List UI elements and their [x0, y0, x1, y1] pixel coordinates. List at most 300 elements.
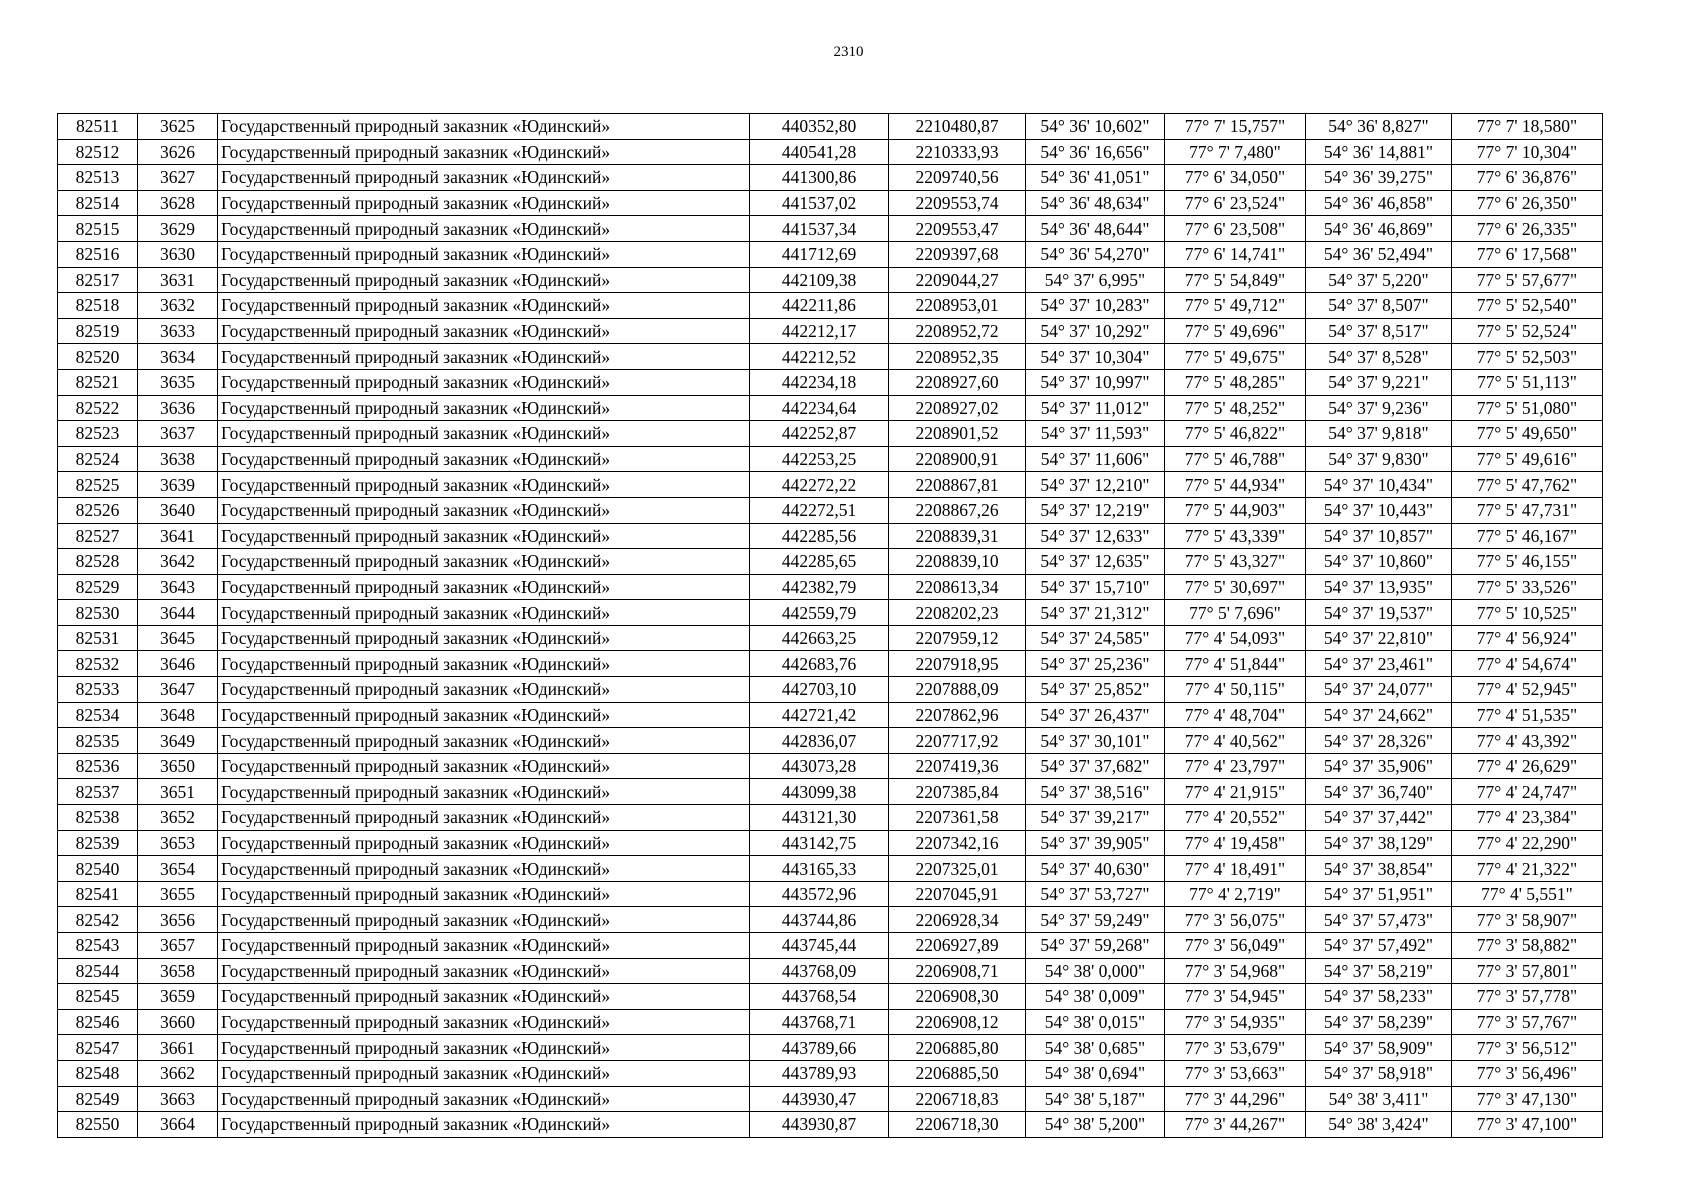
table-row [58, 1112, 1603, 1138]
cell-record-number: 82527 [58, 523, 138, 549]
table-row [58, 523, 1603, 549]
cell-coord-x: 442382,79 [750, 574, 889, 600]
cell-record-number: 82540 [58, 856, 138, 882]
table-row [58, 549, 1603, 575]
cell-latitude-1: 54° 36' 16,656" [1026, 139, 1165, 165]
cell-latitude-1: 54° 37' 12,633" [1026, 523, 1165, 549]
cell-point-number: 3648 [138, 702, 218, 728]
cell-coord-x: 442272,22 [750, 472, 889, 498]
cell-latitude-2: 54° 37' 58,918" [1306, 1060, 1452, 1086]
cell-point-number: 3651 [138, 779, 218, 805]
table-row [58, 216, 1603, 242]
cell-longitude-1: 77° 3' 53,663" [1165, 1060, 1306, 1086]
cell-reserve-name: Государственный природный заказник «Юдинский» [218, 958, 750, 984]
cell-point-number: 3631 [138, 267, 218, 293]
cell-reserve-name: Государственный природный заказник «Юдинский» [218, 856, 750, 882]
cell-coord-x: 443789,93 [750, 1060, 889, 1086]
cell-latitude-2: 54° 37' 57,492" [1306, 933, 1452, 959]
cell-latitude-2: 54° 37' 10,443" [1306, 497, 1452, 523]
table-row [58, 369, 1603, 395]
cell-longitude-2: 77° 3' 47,100" [1452, 1112, 1603, 1138]
cell-longitude-1: 77° 6' 23,524" [1165, 190, 1306, 216]
cell-record-number: 82519 [58, 318, 138, 344]
cell-point-number: 3649 [138, 728, 218, 754]
cell-longitude-2: 77° 3' 58,907" [1452, 907, 1603, 933]
cell-record-number: 82520 [58, 344, 138, 370]
cell-record-number: 82518 [58, 293, 138, 319]
cell-latitude-1: 54° 37' 12,219" [1026, 497, 1165, 523]
table-row [58, 1060, 1603, 1086]
cell-coord-x: 442212,17 [750, 318, 889, 344]
cell-longitude-2: 77° 7' 18,580" [1452, 114, 1603, 140]
page-number: 2310 [833, 44, 864, 60]
cell-reserve-name: Государственный природный заказник «Юдинский» [218, 190, 750, 216]
cell-latitude-2: 54° 37' 10,434" [1306, 472, 1452, 498]
cell-latitude-1: 54° 37' 10,292" [1026, 318, 1165, 344]
cell-record-number: 82537 [58, 779, 138, 805]
cell-longitude-2: 77° 5' 33,526" [1452, 574, 1603, 600]
table-row [58, 753, 1603, 779]
cell-coord-y: 2207717,92 [889, 728, 1026, 754]
cell-point-number: 3646 [138, 651, 218, 677]
cell-reserve-name: Государственный природный заказник «Юдинский» [218, 114, 750, 140]
cell-reserve-name: Государственный природный заказник «Юдинский» [218, 933, 750, 959]
cell-latitude-1: 54° 37' 12,635" [1026, 549, 1165, 575]
cell-coord-y: 2207918,95 [889, 651, 1026, 677]
cell-latitude-1: 54° 37' 25,852" [1026, 677, 1165, 703]
cell-record-number: 82511 [58, 114, 138, 140]
cell-record-number: 82521 [58, 369, 138, 395]
cell-point-number: 3641 [138, 523, 218, 549]
cell-latitude-1: 54° 37' 39,217" [1026, 805, 1165, 831]
cell-longitude-1: 77° 4' 23,797" [1165, 753, 1306, 779]
cell-coord-y: 2206927,89 [889, 933, 1026, 959]
cell-coord-x: 441537,34 [750, 216, 889, 242]
cell-reserve-name: Государственный природный заказник «Юдинский» [218, 753, 750, 779]
cell-longitude-1: 77° 3' 44,267" [1165, 1112, 1306, 1138]
cell-coord-y: 2207325,01 [889, 856, 1026, 882]
cell-record-number: 82512 [58, 139, 138, 165]
cell-point-number: 3650 [138, 753, 218, 779]
cell-longitude-2: 77° 5' 57,677" [1452, 267, 1603, 293]
cell-record-number: 82517 [58, 267, 138, 293]
cell-latitude-2: 54° 37' 8,528" [1306, 344, 1452, 370]
cell-longitude-2: 77° 5' 49,616" [1452, 446, 1603, 472]
cell-coord-x: 442285,56 [750, 523, 889, 549]
cell-latitude-1: 54° 38' 0,009" [1026, 984, 1165, 1010]
cell-reserve-name: Государственный природный заказник «Юдинский» [218, 395, 750, 421]
cell-longitude-1: 77° 7' 7,480" [1165, 139, 1306, 165]
cell-reserve-name: Государственный природный заказник «Юдинский» [218, 369, 750, 395]
cell-coord-y: 2207385,84 [889, 779, 1026, 805]
table-row [58, 165, 1603, 191]
cell-point-number: 3642 [138, 549, 218, 575]
cell-coord-x: 443142,75 [750, 830, 889, 856]
cell-latitude-2: 54° 37' 10,860" [1306, 549, 1452, 575]
cell-coord-y: 2208927,60 [889, 369, 1026, 395]
table-row [58, 984, 1603, 1010]
table-row [58, 241, 1603, 267]
cell-point-number: 3643 [138, 574, 218, 600]
cell-longitude-1: 77° 4' 40,562" [1165, 728, 1306, 754]
cell-longitude-1: 77° 5' 7,696" [1165, 600, 1306, 626]
cell-latitude-2: 54° 38' 3,424" [1306, 1112, 1452, 1138]
cell-latitude-2: 54° 37' 51,951" [1306, 881, 1452, 907]
cell-latitude-2: 54° 36' 39,275" [1306, 165, 1452, 191]
cell-coord-y: 2206718,83 [889, 1086, 1026, 1112]
table-row [58, 318, 1603, 344]
cell-record-number: 82535 [58, 728, 138, 754]
cell-latitude-1: 54° 37' 10,283" [1026, 293, 1165, 319]
cell-latitude-2: 54° 36' 46,858" [1306, 190, 1452, 216]
cell-record-number: 82529 [58, 574, 138, 600]
cell-latitude-1: 54° 37' 53,727" [1026, 881, 1165, 907]
table-body [58, 114, 1603, 1138]
cell-reserve-name: Государственный природный заказник «Юдинский» [218, 318, 750, 344]
cell-latitude-1: 54° 37' 59,249" [1026, 907, 1165, 933]
table-row [58, 805, 1603, 831]
cell-record-number: 82549 [58, 1086, 138, 1112]
cell-reserve-name: Государственный природный заказник «Юдинский» [218, 446, 750, 472]
cell-reserve-name: Государственный природный заказник «Юдинский» [218, 677, 750, 703]
cell-coord-x: 440541,28 [750, 139, 889, 165]
cell-coord-x: 442253,25 [750, 446, 889, 472]
cell-reserve-name: Государственный природный заказник «Юдинский» [218, 216, 750, 242]
table-row [58, 728, 1603, 754]
cell-point-number: 3657 [138, 933, 218, 959]
cell-longitude-2: 77° 5' 51,113" [1452, 369, 1603, 395]
cell-point-number: 3656 [138, 907, 218, 933]
cell-longitude-2: 77° 4' 43,392" [1452, 728, 1603, 754]
cell-latitude-2: 54° 36' 52,494" [1306, 241, 1452, 267]
cell-reserve-name: Государственный природный заказник «Юдинский» [218, 779, 750, 805]
cell-longitude-1: 77° 3' 44,296" [1165, 1086, 1306, 1112]
cell-record-number: 82542 [58, 907, 138, 933]
cell-longitude-2: 77° 3' 58,882" [1452, 933, 1603, 959]
cell-coord-y: 2207361,58 [889, 805, 1026, 831]
cell-longitude-1: 77° 3' 54,945" [1165, 984, 1306, 1010]
cell-coord-y: 2206908,12 [889, 1009, 1026, 1035]
table-row [58, 600, 1603, 626]
cell-latitude-2: 54° 37' 58,233" [1306, 984, 1452, 1010]
cell-reserve-name: Государственный природный заказник «Юдинский» [218, 421, 750, 447]
cell-record-number: 82534 [58, 702, 138, 728]
cell-latitude-1: 54° 37' 25,236" [1026, 651, 1165, 677]
cell-coord-x: 442211,86 [750, 293, 889, 319]
cell-longitude-1: 77° 6' 14,741" [1165, 241, 1306, 267]
cell-coord-y: 2208202,23 [889, 600, 1026, 626]
cell-longitude-2: 77° 3' 57,767" [1452, 1009, 1603, 1035]
cell-longitude-1: 77° 5' 54,849" [1165, 267, 1306, 293]
cell-record-number: 82544 [58, 958, 138, 984]
cell-coord-x: 443745,44 [750, 933, 889, 959]
cell-reserve-name: Государственный природный заказник «Юдинский» [218, 497, 750, 523]
cell-coord-y: 2208927,02 [889, 395, 1026, 421]
cell-coord-x: 442252,87 [750, 421, 889, 447]
cell-latitude-1: 54° 37' 24,585" [1026, 625, 1165, 651]
cell-reserve-name: Государственный природный заказник «Юдинский» [218, 702, 750, 728]
cell-latitude-2: 54° 37' 9,236" [1306, 395, 1452, 421]
cell-coord-x: 442559,79 [750, 600, 889, 626]
cell-latitude-2: 54° 37' 24,662" [1306, 702, 1452, 728]
cell-longitude-2: 77° 4' 21,322" [1452, 856, 1603, 882]
cell-coord-x: 442234,64 [750, 395, 889, 421]
cell-longitude-2: 77° 4' 26,629" [1452, 753, 1603, 779]
cell-longitude-1: 77° 5' 43,339" [1165, 523, 1306, 549]
cell-longitude-2: 77° 4' 51,535" [1452, 702, 1603, 728]
cell-longitude-2: 77° 7' 10,304" [1452, 139, 1603, 165]
cell-longitude-1: 77° 4' 54,093" [1165, 625, 1306, 651]
cell-longitude-1: 77° 5' 49,696" [1165, 318, 1306, 344]
cell-coord-x: 443930,87 [750, 1112, 889, 1138]
cell-record-number: 82516 [58, 241, 138, 267]
table-row [58, 267, 1603, 293]
cell-point-number: 3640 [138, 497, 218, 523]
cell-latitude-2: 54° 37' 10,857" [1306, 523, 1452, 549]
cell-coord-x: 442212,52 [750, 344, 889, 370]
cell-point-number: 3625 [138, 114, 218, 140]
cell-record-number: 82514 [58, 190, 138, 216]
cell-longitude-2: 77° 4' 5,551" [1452, 881, 1603, 907]
cell-longitude-2: 77° 5' 52,540" [1452, 293, 1603, 319]
cell-longitude-2: 77° 5' 46,167" [1452, 523, 1603, 549]
cell-coord-y: 2209553,74 [889, 190, 1026, 216]
cell-longitude-1: 77° 4' 20,552" [1165, 805, 1306, 831]
cell-latitude-1: 54° 37' 6,995" [1026, 267, 1165, 293]
cell-coord-x: 442703,10 [750, 677, 889, 703]
cell-latitude-2: 54° 37' 9,818" [1306, 421, 1452, 447]
cell-reserve-name: Государственный природный заказник «Юдинский» [218, 165, 750, 191]
cell-latitude-1: 54° 37' 30,101" [1026, 728, 1165, 754]
cell-point-number: 3630 [138, 241, 218, 267]
cell-reserve-name: Государственный природный заказник «Юдинский» [218, 241, 750, 267]
cell-reserve-name: Государственный природный заказник «Юдинский» [218, 523, 750, 549]
cell-coord-y: 2207862,96 [889, 702, 1026, 728]
cell-coord-x: 443073,28 [750, 753, 889, 779]
table-row [58, 472, 1603, 498]
cell-longitude-2: 77° 3' 56,512" [1452, 1035, 1603, 1061]
cell-latitude-1: 54° 38' 0,685" [1026, 1035, 1165, 1061]
cell-latitude-1: 54° 37' 10,997" [1026, 369, 1165, 395]
cell-record-number: 82522 [58, 395, 138, 421]
cell-record-number: 82526 [58, 497, 138, 523]
cell-latitude-2: 54° 37' 28,326" [1306, 728, 1452, 754]
cell-reserve-name: Государственный природный заказник «Юдинский» [218, 805, 750, 831]
cell-longitude-1: 77° 5' 49,675" [1165, 344, 1306, 370]
cell-longitude-2: 77° 5' 49,650" [1452, 421, 1603, 447]
cell-longitude-2: 77° 5' 46,155" [1452, 549, 1603, 575]
table-row [58, 1035, 1603, 1061]
cell-latitude-1: 54° 38' 5,200" [1026, 1112, 1165, 1138]
cell-coord-y: 2208952,35 [889, 344, 1026, 370]
cell-record-number: 82547 [58, 1035, 138, 1061]
cell-reserve-name: Государственный природный заказник «Юдинский» [218, 1009, 750, 1035]
cell-reserve-name: Государственный природный заказник «Юдинский» [218, 139, 750, 165]
cell-latitude-1: 54° 37' 26,437" [1026, 702, 1165, 728]
cell-coord-y: 2207342,16 [889, 830, 1026, 856]
table-row [58, 830, 1603, 856]
cell-record-number: 82515 [58, 216, 138, 242]
cell-point-number: 3633 [138, 318, 218, 344]
cell-latitude-2: 54° 36' 8,827" [1306, 114, 1452, 140]
cell-point-number: 3652 [138, 805, 218, 831]
table-row [58, 421, 1603, 447]
cell-point-number: 3626 [138, 139, 218, 165]
cell-coord-x: 442109,38 [750, 267, 889, 293]
cell-coord-y: 2208613,34 [889, 574, 1026, 600]
cell-latitude-1: 54° 36' 41,051" [1026, 165, 1165, 191]
cell-coord-y: 2206885,80 [889, 1035, 1026, 1061]
table-row [58, 574, 1603, 600]
table-row [58, 293, 1603, 319]
cell-longitude-2: 77° 6' 36,876" [1452, 165, 1603, 191]
cell-longitude-2: 77° 3' 56,496" [1452, 1060, 1603, 1086]
cell-latitude-1: 54° 36' 54,270" [1026, 241, 1165, 267]
cell-longitude-2: 77° 4' 22,290" [1452, 830, 1603, 856]
cell-latitude-2: 54° 37' 23,461" [1306, 651, 1452, 677]
cell-reserve-name: Государственный природный заказник «Юдинский» [218, 907, 750, 933]
cell-longitude-1: 77° 5' 46,822" [1165, 421, 1306, 447]
cell-reserve-name: Государственный природный заказник «Юдинский» [218, 600, 750, 626]
cell-coord-y: 2207959,12 [889, 625, 1026, 651]
cell-latitude-2: 54° 37' 5,220" [1306, 267, 1452, 293]
cell-longitude-1: 77° 6' 23,508" [1165, 216, 1306, 242]
cell-coord-y: 2206718,30 [889, 1112, 1026, 1138]
cell-coord-x: 441712,69 [750, 241, 889, 267]
cell-latitude-1: 54° 37' 11,606" [1026, 446, 1165, 472]
cell-longitude-2: 77° 5' 52,503" [1452, 344, 1603, 370]
cell-latitude-2: 54° 37' 37,442" [1306, 805, 1452, 831]
cell-coord-x: 443768,71 [750, 1009, 889, 1035]
cell-longitude-1: 77° 3' 54,968" [1165, 958, 1306, 984]
cell-coord-x: 443744,86 [750, 907, 889, 933]
cell-longitude-1: 77° 6' 34,050" [1165, 165, 1306, 191]
cell-reserve-name: Государственный природный заказник «Юдинский» [218, 728, 750, 754]
cell-point-number: 3638 [138, 446, 218, 472]
cell-longitude-2: 77° 4' 54,674" [1452, 651, 1603, 677]
cell-reserve-name: Государственный природный заказник «Юдинский» [218, 1060, 750, 1086]
cell-longitude-2: 77° 6' 26,350" [1452, 190, 1603, 216]
cell-reserve-name: Государственный природный заказник «Юдинский» [218, 267, 750, 293]
cell-point-number: 3659 [138, 984, 218, 1010]
cell-latitude-2: 54° 36' 46,869" [1306, 216, 1452, 242]
cell-coord-x: 443099,38 [750, 779, 889, 805]
cell-latitude-2: 54° 37' 57,473" [1306, 907, 1452, 933]
cell-longitude-2: 77° 5' 47,762" [1452, 472, 1603, 498]
cell-reserve-name: Государственный природный заказник «Юдинский» [218, 1112, 750, 1138]
cell-latitude-1: 54° 37' 39,905" [1026, 830, 1165, 856]
cell-longitude-1: 77° 4' 51,844" [1165, 651, 1306, 677]
table-row [58, 1009, 1603, 1035]
cell-point-number: 3662 [138, 1060, 218, 1086]
cell-point-number: 3645 [138, 625, 218, 651]
cell-longitude-1: 77° 5' 49,712" [1165, 293, 1306, 319]
cell-point-number: 3653 [138, 830, 218, 856]
cell-record-number: 82532 [58, 651, 138, 677]
cell-coord-y: 2207045,91 [889, 881, 1026, 907]
cell-latitude-2: 54° 37' 19,537" [1306, 600, 1452, 626]
coordinates-table [57, 113, 1603, 1138]
cell-coord-y: 2208867,26 [889, 497, 1026, 523]
table-row [58, 139, 1603, 165]
cell-longitude-1: 77° 5' 44,934" [1165, 472, 1306, 498]
cell-coord-x: 442836,07 [750, 728, 889, 754]
table-row [58, 1086, 1603, 1112]
table-row [58, 114, 1603, 140]
cell-longitude-1: 77° 7' 15,757" [1165, 114, 1306, 140]
table-row [58, 446, 1603, 472]
cell-coord-y: 2208901,52 [889, 421, 1026, 447]
cell-record-number: 82536 [58, 753, 138, 779]
cell-coord-x: 442663,25 [750, 625, 889, 651]
cell-longitude-2: 77° 3' 57,778" [1452, 984, 1603, 1010]
cell-reserve-name: Государственный природный заказник «Юдинский» [218, 549, 750, 575]
cell-latitude-2: 54° 37' 9,830" [1306, 446, 1452, 472]
cell-latitude-2: 54° 37' 58,239" [1306, 1009, 1452, 1035]
cell-latitude-1: 54° 37' 37,682" [1026, 753, 1165, 779]
cell-longitude-1: 77° 4' 48,704" [1165, 702, 1306, 728]
cell-record-number: 82539 [58, 830, 138, 856]
table-row [58, 881, 1603, 907]
table-row [58, 856, 1603, 882]
cell-coord-y: 2209740,56 [889, 165, 1026, 191]
cell-longitude-1: 77° 4' 19,458" [1165, 830, 1306, 856]
cell-point-number: 3632 [138, 293, 218, 319]
cell-coord-x: 442683,76 [750, 651, 889, 677]
cell-longitude-1: 77° 5' 43,327" [1165, 549, 1306, 575]
cell-reserve-name: Государственный природный заказник «Юдинский» [218, 344, 750, 370]
table-row [58, 344, 1603, 370]
cell-longitude-1: 77° 3' 53,679" [1165, 1035, 1306, 1061]
cell-point-number: 3636 [138, 395, 218, 421]
cell-latitude-1: 54° 38' 0,000" [1026, 958, 1165, 984]
cell-coord-y: 2207888,09 [889, 677, 1026, 703]
cell-latitude-1: 54° 37' 10,304" [1026, 344, 1165, 370]
cell-reserve-name: Государственный природный заказник «Юдинский» [218, 881, 750, 907]
cell-point-number: 3647 [138, 677, 218, 703]
cell-coord-y: 2206908,71 [889, 958, 1026, 984]
cell-reserve-name: Государственный природный заказник «Юдинский» [218, 984, 750, 1010]
cell-coord-x: 443789,66 [750, 1035, 889, 1061]
cell-point-number: 3660 [138, 1009, 218, 1035]
cell-coord-y: 2209397,68 [889, 241, 1026, 267]
cell-latitude-1: 54° 37' 15,710" [1026, 574, 1165, 600]
cell-longitude-1: 77° 5' 48,252" [1165, 395, 1306, 421]
cell-latitude-1: 54° 37' 11,593" [1026, 421, 1165, 447]
cell-latitude-2: 54° 37' 58,909" [1306, 1035, 1452, 1061]
cell-longitude-2: 77° 3' 57,801" [1452, 958, 1603, 984]
cell-point-number: 3654 [138, 856, 218, 882]
cell-coord-y: 2208839,31 [889, 523, 1026, 549]
cell-coord-x: 443572,96 [750, 881, 889, 907]
cell-coord-y: 2207419,36 [889, 753, 1026, 779]
cell-record-number: 82550 [58, 1112, 138, 1138]
cell-record-number: 82538 [58, 805, 138, 831]
cell-coord-x: 442285,65 [750, 549, 889, 575]
cell-coord-y: 2210480,87 [889, 114, 1026, 140]
cell-reserve-name: Государственный природный заказник «Юдинский» [218, 293, 750, 319]
cell-point-number: 3639 [138, 472, 218, 498]
cell-latitude-1: 54° 37' 12,210" [1026, 472, 1165, 498]
cell-latitude-2: 54° 38' 3,411" [1306, 1086, 1452, 1112]
cell-longitude-2: 77° 6' 17,568" [1452, 241, 1603, 267]
cell-longitude-2: 77° 4' 23,384" [1452, 805, 1603, 831]
cell-latitude-1: 54° 37' 38,516" [1026, 779, 1165, 805]
cell-coord-x: 441537,02 [750, 190, 889, 216]
cell-point-number: 3658 [138, 958, 218, 984]
table-row [58, 625, 1603, 651]
cell-coord-y: 2206928,34 [889, 907, 1026, 933]
